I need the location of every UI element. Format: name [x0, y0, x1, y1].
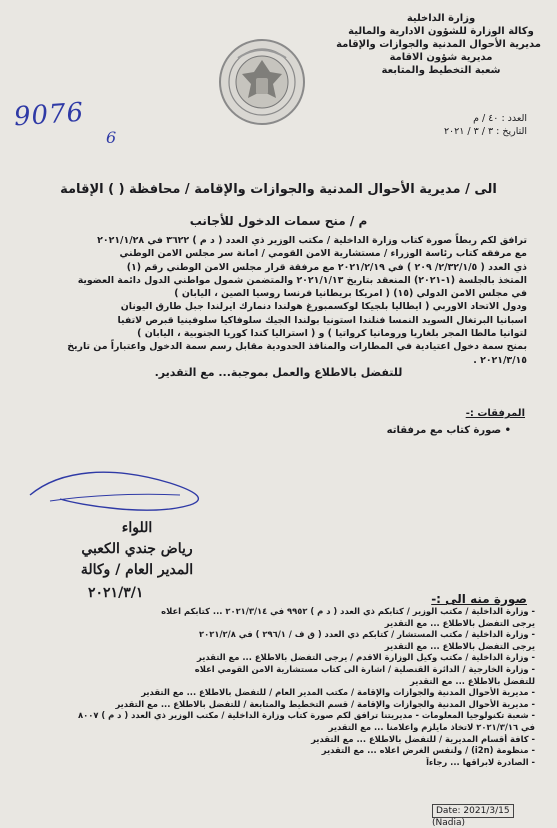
signatory-block	[62, 518, 212, 581]
addressee: الى / مديرية الأحوال المدنية والجوازات والإقامة / محافظة ( ) الإقامة	[60, 182, 497, 197]
body-line: ٢٠٢١/٣/١٥ .	[473, 354, 527, 366]
copy-line: - كافة أقسام المديرية / للتفضل بالاطلاع ... مع التقدير	[311, 733, 535, 744]
copy-line: - منظومة (i2n) / ولنفس الغرض اعلاه ... مع التقدير	[321, 745, 535, 756]
copy-line: - شعبة تكنولوجيا المعلومات - مديريتنا ترافق لكم صورة كتاب وزارة الداخلية / مكتب الوزير ذي العدد ( د م ) ٨٠٠٧	[78, 710, 535, 721]
letterhead-line: شعبة التخطيط والمتابعة	[381, 65, 501, 76]
body-line: مع مرفقه كتاب رئاسة الوزراء / مستشارية الامن القومي / امانة سر مجلس الامن الوطني	[119, 248, 527, 260]
attachment-label: صورة كتاب مع مرفقاته	[386, 425, 502, 436]
copy-line: يرجى التفضل بالاطلاع ... مع التقدير	[384, 640, 535, 651]
copy-line: - وزارة الداخلية / مكتب وكيل الوزارة الاقدم / يرجى التفضل بالاطلاع ... مع التقدير	[196, 652, 535, 663]
letter-body	[24, 234, 527, 367]
copy-to-title: صورة منه الى :-	[431, 592, 527, 606]
signature-date-text: ٢٠٢١/٣/١	[88, 585, 144, 601]
copy-line: في ٢٠٢١/٣/١٦ لاتخاذ مايلزم واعلامنا ... مع التقدير	[328, 721, 535, 732]
body-line: لتوانيا مالطا المجر بلغاريا ورومانيا كرواتيا ) و ( استراليا كندا كوريا الجنوبية ، اليابان )	[137, 328, 527, 340]
body-line: ذي العدد ( ٢/٣٢/١/٥/ ٢٠٩ ) في ٢٠٢١/٢/١٩ مع مرفقة قرار مجلس الامن الوطني رقم (١)	[126, 261, 527, 273]
handwritten-number: 9076	[13, 97, 86, 133]
copy-line: - مديرية الأحوال المدنية والجوازات والإقامة / مكتب المدير العام / للتفضل بالاطلاع ... مع التقدير	[141, 687, 535, 698]
copy-line: - الصادرة لابراقها ... رجاءاً	[426, 756, 535, 767]
letterhead-line: مديرية الأحوال المدنية والجوازات والإقامة	[336, 39, 541, 50]
copy-to-list	[18, 606, 535, 768]
reference-block	[444, 112, 527, 138]
date-stamp	[432, 804, 532, 828]
copy-line: للتفضل بالاطلاع ... مع التقدير	[410, 675, 535, 686]
reference-number: العدد : ٤٠ / م	[473, 113, 527, 124]
body-line: في مجلس الامن الدولي (١٥) ( امريكا بريطانيا فرنسا روسيا الصين ، اليابان )	[174, 288, 527, 300]
stamp-date: Date: 2021/3/15	[432, 804, 514, 818]
attachment-item: • صورة كتاب مع مرفقاته	[386, 425, 511, 436]
letterhead-line: مديرية شؤون الاقامة	[389, 52, 493, 63]
copy-line: - وزارة الخارجية / الدائرة القنصلية / اشارة الى كتاب مستشارية الامن القومي اعلاه	[194, 663, 535, 674]
body-line: ترافق لكم ربطاً صورة كتاب وزارة الداخلية / مكتب الوزير ذي العدد ( د م ) ٣٦٢٢ في ٢٠٢١/١/٢٨	[97, 235, 527, 246]
letterhead-line: وزارة الداخلية	[406, 13, 476, 24]
body-line: اسبانيا البرتغال السويد النمسا فنلندا استونيا بولندا الجيك سلوفاكيا سلوفينيا قبرص لاتفيا	[117, 314, 527, 326]
body-line: بمنح سمة دخول اعتيادية في المطارات والمنافذ الحدودية مقابل رسم سمة الدخول واعتباراً من تاريخ	[67, 341, 527, 353]
signatory-name: رياض جندي الكعبي	[81, 541, 193, 557]
letterhead-line: وكالة الوزارة للشؤون الادارية والمالية	[348, 26, 534, 37]
stamp-user: (Nadia)	[432, 818, 465, 828]
reference-date: التاريخ : ٣ / ٣ / ٢٠٢١	[443, 126, 527, 137]
signature-scribble	[20, 465, 210, 525]
signatory-rank: اللواء	[121, 520, 153, 536]
subject-line: م / منح سمات الدخول للأجانب	[189, 214, 368, 228]
signatory-title: المدير العام / وكالة	[80, 562, 194, 578]
copy-line: - وزارة الداخلية / مكتب المستشار / كتابكم ذي العدد ( ق ف / ٢٩٦/١ ) في ٢٠٢١/٢/٨	[199, 629, 535, 640]
copy-line: - وزارة الداخلية / مكتب الوزير / كتابكم ذي العدد ( د م ) ٩٩٥٢ في ٢٠٢١/٣/١٤ ... كتابكم اعلاه	[161, 606, 535, 616]
copy-line: يرجى التفضل بالاطلاع ... مع التقدير	[384, 617, 535, 628]
signature-date	[88, 585, 143, 601]
ministry-emblem-icon	[218, 38, 306, 126]
body-line: ودول الاتحاد الاوربي ( ايطاليا بلجيكا لوكسمبورغ هولندا دنمارك ايرلندا جبل طارق اليونان	[120, 301, 527, 313]
courtesy-line: للتفضل بالاطلاع والعمل بموجبة... مع التقدير.	[154, 366, 403, 379]
attachments-title: المرفقات :-	[465, 408, 525, 419]
ministry-letterhead	[336, 12, 541, 77]
body-line: المتخذ بالجلسة (١-٢٠٢١) المنعقد بتاريخ ٢٠٢١/١/١٣ والمتضمن شمول مواطني الدول دائمة العضوية	[77, 274, 527, 286]
handwritten-date-digit: 6	[106, 128, 117, 147]
copy-line: - مديرية الأحوال المدنية والجوازات والإقامة / قسم التخطيط والمتابعة / للتفضل بالاطلاع ... مع التقدير	[115, 698, 535, 709]
